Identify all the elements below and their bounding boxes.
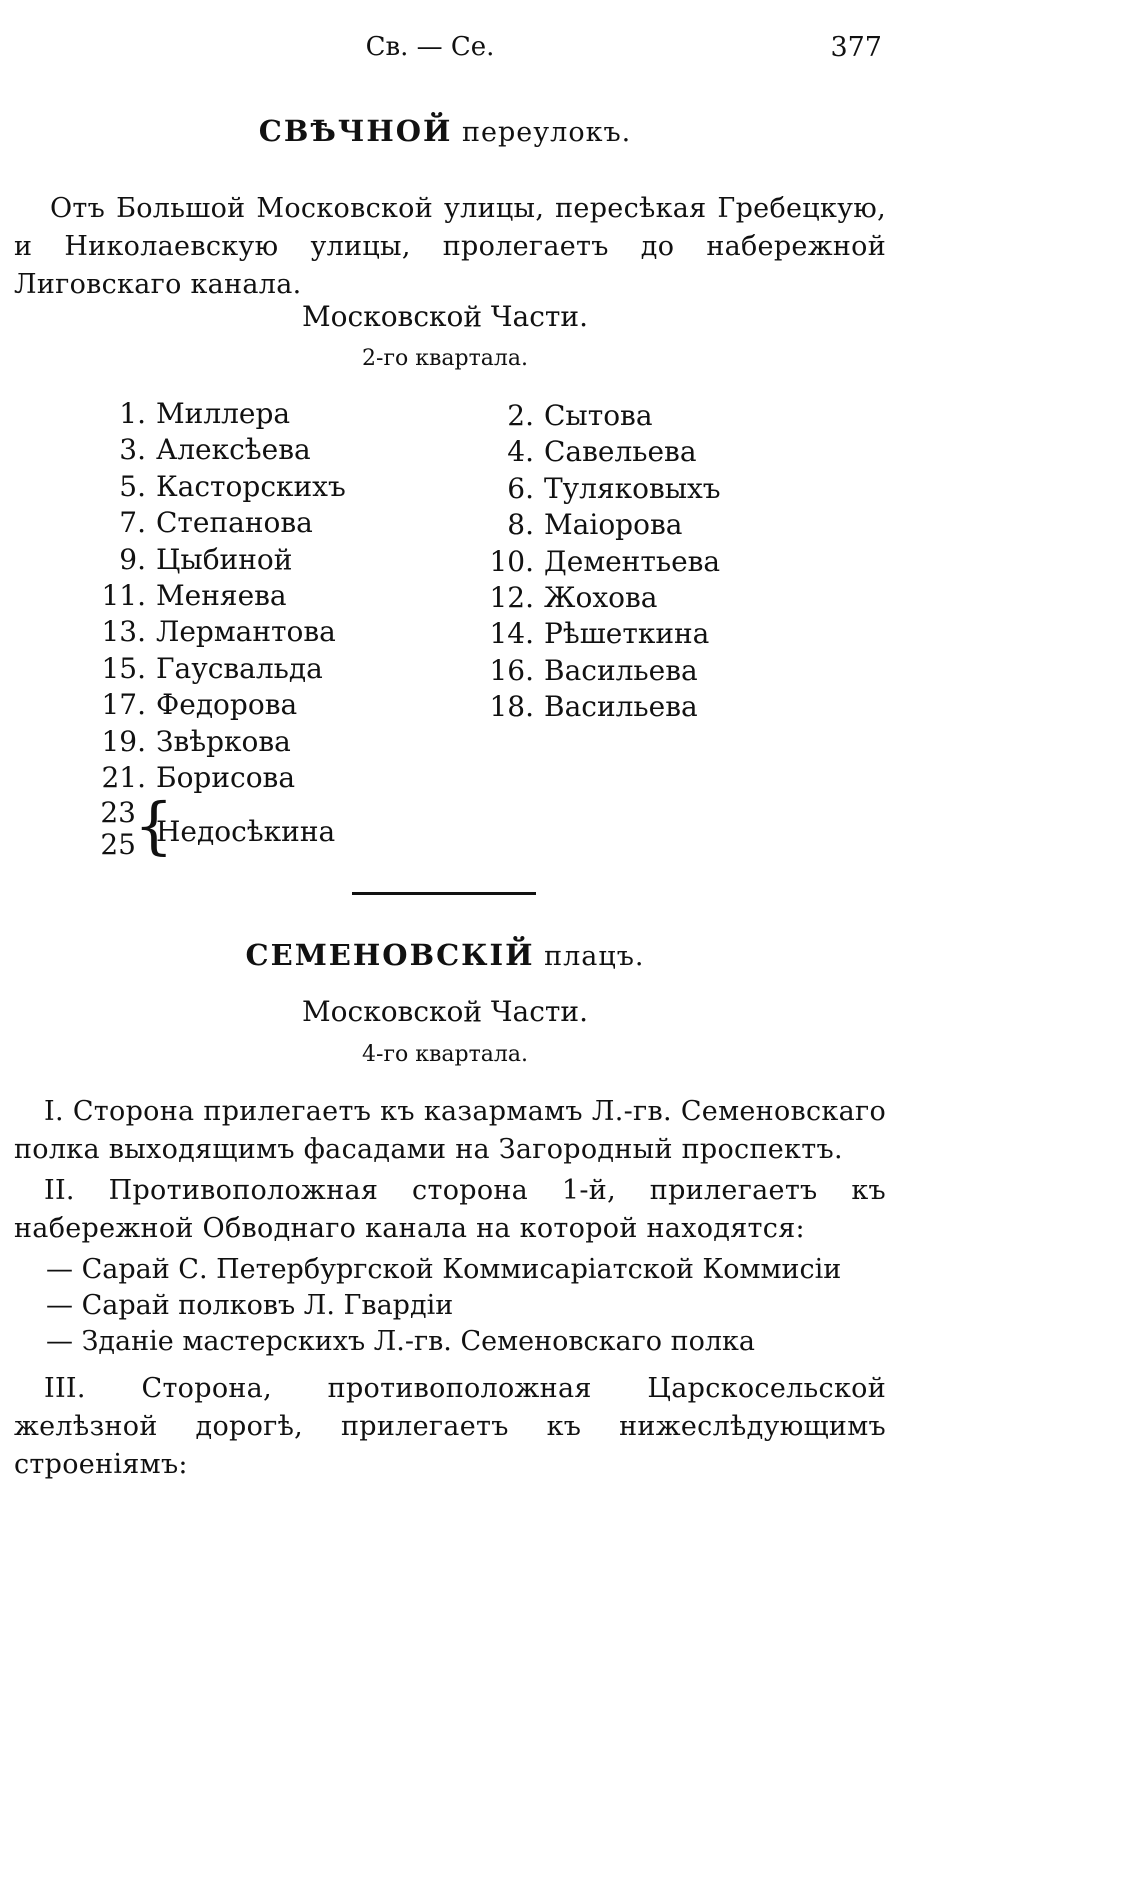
- section2-para-2: II. Противоположная сторона 1-й, прилегаетъ къ набережной Обводнаго канала на которой находятся:: [14, 1175, 886, 1244]
- section-divider: [352, 892, 536, 895]
- page-number: 377: [830, 32, 882, 63]
- house-list-left: [90, 396, 346, 796]
- list-item: 13. Лермантова: [101, 615, 336, 649]
- list-item: 7. Степанова: [119, 506, 313, 540]
- curly-brace: {: [134, 789, 174, 862]
- list-item: 2. Сытова: [507, 399, 653, 432]
- section2-title-rest: плацъ.: [544, 941, 645, 972]
- section1-description: Отъ Большой Московской улицы, пересѣкая Гребецкую, и Николаевскую улицы, пролегаетъ до набережной Лиговскаго канала.: [14, 193, 886, 300]
- section1-part: Московской Части.: [301, 300, 588, 333]
- section1-title-bold: СВѢЧНОЙ: [258, 114, 453, 148]
- list-item: — Зданіе мастерскихъ Л.-гв. Семеновскаго полка: [46, 1326, 755, 1357]
- section2-title: [0, 938, 890, 972]
- section2-title-bold: СЕМЕНОВСКІЙ: [245, 938, 535, 972]
- section2-part: Московской Части.: [301, 995, 588, 1028]
- section1-quarter: 2-го квартала.: [362, 346, 528, 371]
- list-item: 11. Меняева: [101, 578, 287, 612]
- list-item: 17. Федорова: [101, 688, 298, 722]
- section2-quarter: 4-го квартала.: [362, 1042, 528, 1067]
- list-item: 9. Цыбиной: [119, 542, 293, 576]
- list-item: 6. Туляковыхъ: [507, 471, 721, 505]
- list-item: 16. Васильева: [489, 653, 698, 687]
- list-item: 5. Касторскихъ: [119, 469, 346, 503]
- section2-para-1: I. Сторона прилегаетъ къ казармамъ Л.-гв. Семеновскаго полка выходящимъ фасадами на Загородный проспектъ.: [14, 1096, 886, 1165]
- list-item: 15. Гаусвальда: [101, 651, 323, 685]
- brace-numbers: 23 25: [100, 796, 136, 861]
- list-item: 14. Рѣшеткина: [489, 617, 710, 651]
- section1-title-rest: переулокъ.: [462, 117, 632, 148]
- section1-title: [0, 114, 890, 148]
- list-item: — Сарай С. Петербургской Коммисаріатской Коммисіи: [46, 1254, 842, 1285]
- list-item: 18. Васильева: [489, 690, 698, 724]
- list-item: 21. Борисова: [101, 760, 296, 794]
- brace-entry-name: Недосѣкина: [156, 815, 336, 848]
- list-item: — Сарай полковъ Л. Гвардіи: [46, 1290, 454, 1321]
- running-header: [0, 28, 940, 68]
- list-item: 4. Савельева: [507, 435, 697, 469]
- list-item: 8. Маіорова: [507, 508, 683, 542]
- running-title: Св. — Се.: [365, 32, 495, 62]
- list-item: 3. Алексѣева: [119, 433, 311, 467]
- house-list-right: [478, 398, 721, 726]
- list-item: 10. Дементьева: [489, 544, 721, 578]
- list-item: 12. Жохова: [489, 580, 658, 614]
- list-item: 19. Звѣркова: [101, 724, 291, 758]
- section2-para-3: III. Сторона, противоположная Царскосельской желѣзной дорогѣ, прилегаетъ къ нижеслѣдующимъ строеніямъ:: [14, 1373, 886, 1480]
- list-item: 1. Миллера: [119, 397, 291, 430]
